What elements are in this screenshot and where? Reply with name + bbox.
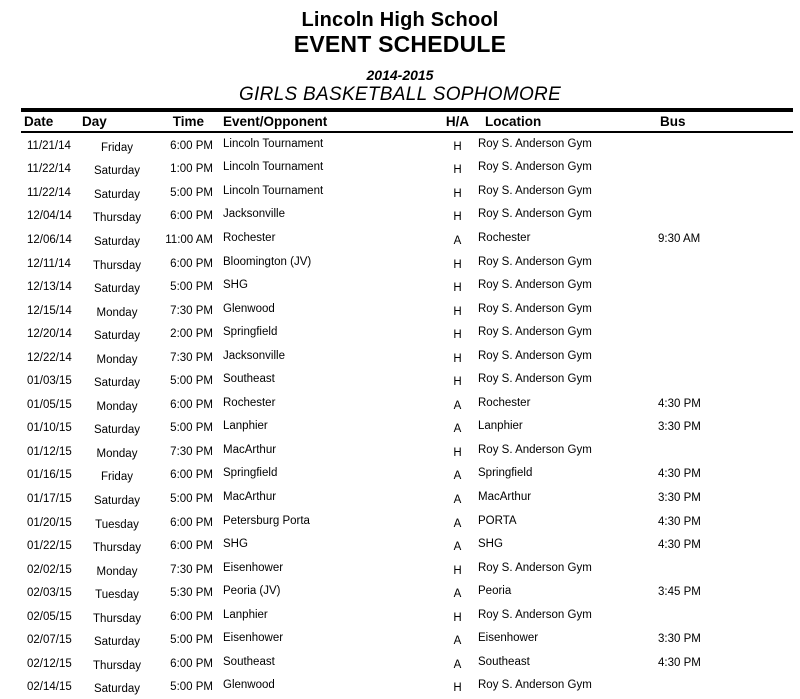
cell-day: Tuesday bbox=[95, 589, 139, 602]
cell-date: 02/03/15 bbox=[27, 587, 72, 600]
cell-date: 01/05/15 bbox=[27, 398, 72, 411]
cell-ha: H bbox=[453, 446, 462, 459]
cell-time: 5:00 PM bbox=[170, 634, 213, 647]
table-row bbox=[0, 134, 792, 158]
cell-date: 12/04/14 bbox=[27, 210, 72, 223]
table-row bbox=[0, 181, 792, 205]
cell-ha: H bbox=[453, 187, 462, 200]
cell-time: 6:00 PM bbox=[170, 139, 213, 152]
table-row bbox=[0, 322, 792, 346]
table-row bbox=[0, 228, 792, 252]
cell-event: Lincoln Tournament bbox=[223, 137, 324, 150]
table-row bbox=[0, 205, 792, 229]
table-row bbox=[0, 487, 792, 511]
cell-ha: H bbox=[453, 352, 462, 365]
cell-time: 5:00 PM bbox=[170, 492, 213, 505]
cell-bus: 4:30 PM bbox=[658, 397, 701, 410]
cell-bus: 3:30 PM bbox=[658, 421, 701, 434]
cell-date: 02/14/15 bbox=[27, 681, 72, 694]
cell-location: Roy S. Anderson Gym bbox=[478, 255, 592, 268]
cell-day: Monday bbox=[96, 353, 138, 366]
cell-day: Saturday bbox=[93, 330, 141, 343]
cell-event: Jacksonville bbox=[223, 208, 285, 221]
cell-ha: A bbox=[453, 423, 462, 436]
cell-location: Roy S. Anderson Gym bbox=[478, 373, 592, 386]
cell-location: Roy S. Anderson Gym bbox=[478, 608, 592, 621]
cell-location: Eisenhower bbox=[478, 632, 539, 645]
cell-time: 7:30 PM bbox=[170, 445, 213, 458]
table-row bbox=[0, 299, 792, 323]
cell-location: Rochester bbox=[478, 396, 531, 409]
cell-bus: 4:30 PM bbox=[658, 515, 701, 528]
cell-bus: 4:30 PM bbox=[658, 656, 701, 669]
cell-day: Saturday bbox=[93, 283, 141, 296]
table-row bbox=[0, 275, 792, 299]
cell-event: Rochester bbox=[223, 396, 276, 409]
table-row bbox=[0, 252, 792, 276]
cell-location: Roy S. Anderson Gym bbox=[478, 443, 592, 456]
table-row bbox=[0, 534, 792, 558]
cell-time: 1:00 PM bbox=[170, 163, 213, 176]
cell-event: Glenwood bbox=[223, 302, 275, 315]
cell-day: Monday bbox=[96, 400, 138, 413]
cell-day: Thursday bbox=[93, 212, 141, 225]
cell-ha: A bbox=[453, 658, 462, 671]
cell-date: 12/06/14 bbox=[27, 233, 72, 246]
cell-event: Petersburg Porta bbox=[223, 514, 310, 527]
cell-time: 11:00 AM bbox=[165, 233, 213, 246]
table-row bbox=[0, 652, 792, 676]
cell-ha: H bbox=[453, 564, 462, 577]
cell-date: 12/15/14 bbox=[27, 304, 72, 317]
column-header-time: Time bbox=[172, 114, 204, 129]
cell-location: Lanphier bbox=[478, 420, 523, 433]
cell-date: 12/11/14 bbox=[27, 257, 71, 270]
cell-time: 6:00 PM bbox=[170, 257, 213, 270]
cell-day: Friday bbox=[101, 141, 133, 154]
cell-bus: 3:30 PM bbox=[658, 491, 701, 504]
cell-location: Peoria bbox=[478, 585, 512, 598]
cell-date: 02/12/15 bbox=[27, 657, 72, 670]
cell-event: Glenwood bbox=[223, 679, 275, 692]
cell-time: 6:00 PM bbox=[170, 398, 213, 411]
cell-event: MacArthur bbox=[223, 490, 277, 503]
column-header-day: Day bbox=[82, 114, 107, 129]
cell-day: Saturday bbox=[93, 165, 141, 178]
cell-location: Roy S. Anderson Gym bbox=[478, 161, 592, 174]
column-header-location: Location bbox=[485, 114, 542, 129]
cell-time: 6:00 PM bbox=[170, 657, 213, 670]
cell-date: 12/22/14 bbox=[27, 351, 72, 364]
cell-day: Saturday bbox=[93, 188, 141, 201]
table-row bbox=[0, 581, 792, 605]
cell-ha: H bbox=[453, 376, 462, 389]
table-row bbox=[0, 558, 792, 582]
cell-time: 6:00 PM bbox=[170, 540, 213, 553]
cell-event: Lanphier bbox=[223, 420, 268, 433]
cell-event: Springfield bbox=[223, 467, 278, 480]
cell-day: Saturday bbox=[93, 377, 141, 390]
cell-bus: 3:30 PM bbox=[658, 633, 701, 646]
cell-location: Springfield bbox=[478, 467, 533, 480]
table-row bbox=[0, 464, 792, 488]
cell-time: 7:30 PM bbox=[170, 563, 213, 576]
column-header-event: Event/Opponent bbox=[223, 114, 328, 129]
cell-location: Roy S. Anderson Gym bbox=[478, 679, 592, 692]
table-row bbox=[0, 417, 792, 441]
cell-ha: H bbox=[453, 258, 462, 271]
cell-ha: H bbox=[453, 140, 462, 153]
cell-location: Roy S. Anderson Gym bbox=[478, 302, 592, 315]
cell-location: Roy S. Anderson Gym bbox=[478, 349, 592, 362]
document-title: EVENT SCHEDULE bbox=[293, 31, 507, 57]
cell-time: 6:00 PM bbox=[170, 469, 213, 482]
table-row bbox=[0, 393, 792, 417]
cell-time: 2:00 PM bbox=[170, 328, 213, 341]
cell-day: Monday bbox=[96, 306, 138, 319]
cell-time: 7:30 PM bbox=[170, 304, 213, 317]
cell-date: 01/10/15 bbox=[27, 422, 72, 435]
cell-location: MacArthur bbox=[478, 490, 532, 503]
table-row bbox=[0, 440, 792, 464]
cell-event: Lincoln Tournament bbox=[223, 161, 324, 174]
cell-date: 01/17/15 bbox=[27, 492, 72, 505]
cell-bus: 9:30 AM bbox=[658, 232, 701, 245]
cell-time: 6:00 PM bbox=[170, 610, 213, 623]
cell-date: 11/21/14 bbox=[27, 139, 71, 152]
table-row bbox=[0, 605, 792, 629]
cell-day: Thursday bbox=[93, 612, 141, 625]
table-row bbox=[0, 676, 792, 699]
cell-date: 01/12/15 bbox=[27, 445, 72, 458]
cell-time: 6:00 PM bbox=[170, 516, 213, 529]
cell-ha: H bbox=[453, 282, 462, 295]
cell-date: 12/20/14 bbox=[27, 328, 72, 341]
cell-day: Tuesday bbox=[95, 518, 139, 531]
school-name: Lincoln High School bbox=[301, 9, 499, 31]
cell-event: MacArthur bbox=[223, 443, 277, 456]
schedule-table-body bbox=[0, 134, 800, 698]
table-row bbox=[0, 369, 792, 393]
cell-ha: A bbox=[453, 493, 462, 506]
cell-ha: H bbox=[453, 164, 462, 177]
column-header-bus: Bus bbox=[660, 114, 686, 129]
cell-event: Peoria (JV) bbox=[223, 585, 281, 598]
cell-date: 02/07/15 bbox=[27, 634, 72, 647]
cell-location: Roy S. Anderson Gym bbox=[478, 279, 592, 292]
cell-event: Eisenhower bbox=[223, 632, 284, 645]
cell-day: Monday bbox=[96, 565, 138, 578]
cell-ha: H bbox=[453, 305, 462, 318]
cell-ha: H bbox=[453, 329, 462, 342]
cell-day: Monday bbox=[96, 447, 138, 460]
cell-time: 5:30 PM bbox=[170, 587, 213, 600]
cell-location: Roy S. Anderson Gym bbox=[478, 137, 592, 150]
cell-day: Saturday bbox=[93, 683, 141, 696]
cell-time: 5:00 PM bbox=[170, 422, 213, 435]
cell-time: 5:00 PM bbox=[170, 281, 213, 294]
cell-ha: A bbox=[453, 399, 462, 412]
cell-event: SHG bbox=[223, 538, 248, 551]
cell-date: 11/22/14 bbox=[27, 163, 71, 176]
cell-ha: A bbox=[453, 541, 462, 554]
cell-ha: H bbox=[453, 211, 462, 224]
cell-location: SHG bbox=[478, 538, 503, 551]
cell-day: Saturday bbox=[93, 636, 141, 649]
cell-location: PORTA bbox=[478, 514, 517, 527]
team-label: GIRLS BASKETBALL SOPHOMORE bbox=[238, 84, 562, 105]
cell-time: 7:30 PM bbox=[170, 351, 213, 364]
cell-event: Southeast bbox=[223, 373, 275, 386]
cell-location: Roy S. Anderson Gym bbox=[478, 208, 592, 221]
table-header-row bbox=[0, 112, 792, 131]
table-row bbox=[0, 511, 792, 535]
cell-bus: 4:30 PM bbox=[658, 468, 701, 481]
cell-event: Lanphier bbox=[223, 608, 268, 621]
cell-ha: A bbox=[453, 470, 462, 483]
cell-location: Roy S. Anderson Gym bbox=[478, 561, 592, 574]
cell-location: Rochester bbox=[478, 231, 531, 244]
cell-date: 01/03/15 bbox=[27, 375, 72, 388]
cell-time: 5:00 PM bbox=[170, 375, 213, 388]
cell-ha: H bbox=[453, 682, 462, 695]
column-header-date: Date bbox=[24, 114, 54, 129]
cell-time: 6:00 PM bbox=[170, 210, 213, 223]
cell-location: Roy S. Anderson Gym bbox=[478, 184, 592, 197]
cell-ha: A bbox=[453, 635, 462, 648]
cell-event: Eisenhower bbox=[223, 561, 284, 574]
cell-date: 01/16/15 bbox=[27, 469, 72, 482]
cell-date: 12/13/14 bbox=[27, 281, 72, 294]
cell-date: 02/05/15 bbox=[27, 610, 72, 623]
cell-location: Southeast bbox=[478, 655, 530, 668]
season-label: 2014-2015 bbox=[366, 67, 434, 83]
cell-event: Southeast bbox=[223, 655, 275, 668]
cell-day: Friday bbox=[101, 471, 133, 484]
column-header-ha: H/A bbox=[445, 114, 470, 129]
cell-time: 5:00 PM bbox=[170, 186, 213, 199]
cell-date: 11/22/14 bbox=[27, 186, 71, 199]
cell-ha: A bbox=[453, 234, 462, 247]
cell-event: Jacksonville bbox=[223, 349, 285, 362]
cell-bus: 4:30 PM bbox=[658, 539, 701, 552]
cell-ha: A bbox=[453, 517, 462, 530]
cell-time: 5:00 PM bbox=[170, 681, 213, 694]
cell-event: Springfield bbox=[223, 326, 278, 339]
cell-event: SHG bbox=[223, 279, 248, 292]
header-bottom-rule bbox=[21, 131, 793, 133]
cell-date: 01/22/15 bbox=[27, 540, 72, 553]
cell-bus: 3:45 PM bbox=[658, 586, 701, 599]
cell-day: Saturday bbox=[93, 494, 141, 507]
cell-event: Rochester bbox=[223, 231, 276, 244]
cell-day: Thursday bbox=[93, 259, 141, 272]
cell-day: Saturday bbox=[93, 235, 141, 248]
cell-day: Thursday bbox=[93, 542, 141, 555]
cell-ha: A bbox=[453, 588, 462, 601]
table-row bbox=[0, 158, 792, 182]
cell-ha: H bbox=[453, 611, 462, 624]
cell-day: Saturday bbox=[93, 424, 141, 437]
cell-day: Thursday bbox=[93, 659, 141, 672]
cell-location: Roy S. Anderson Gym bbox=[478, 326, 592, 339]
table-row bbox=[0, 346, 792, 370]
table-row bbox=[0, 628, 792, 652]
cell-event: Bloomington (JV) bbox=[223, 255, 312, 268]
cell-date: 01/20/15 bbox=[27, 516, 72, 529]
cell-date: 02/02/15 bbox=[27, 563, 72, 576]
cell-event: Lincoln Tournament bbox=[223, 184, 324, 197]
